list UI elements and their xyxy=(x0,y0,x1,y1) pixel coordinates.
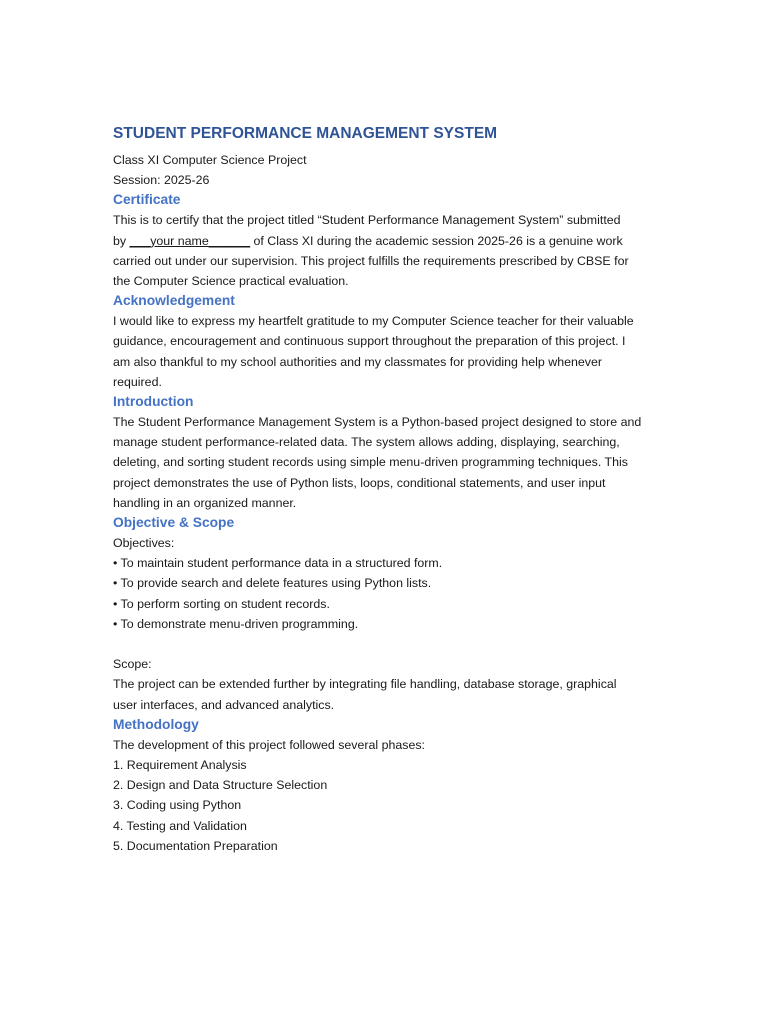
certificate-line-2-suffix: of Class XI during the academic session 2025-26 is a genuine work xyxy=(250,233,623,248)
certificate-line-2-prefix: by xyxy=(113,233,130,248)
introduction-line: project demonstrates the use of Python lists, loops, conditional statements, and user input xyxy=(113,475,606,490)
class-subtitle: Class XI Computer Science Project xyxy=(113,153,307,167)
name-blank: ___your name______ xyxy=(129,233,251,248)
objective-item: • To provide search and delete features using Python lists. xyxy=(113,576,432,591)
introduction-line: handling in an organized manner. xyxy=(113,495,297,510)
document-title: STUDENT PERFORMANCE MANAGEMENT SYSTEM xyxy=(113,125,498,142)
scope-label: Scope: xyxy=(113,657,152,672)
introduction-line: The Student Performance Management System is a Python-based project designed to store and xyxy=(113,415,642,430)
acknowledgement-heading: Acknowledgement xyxy=(113,293,235,309)
introduction-line: manage student performance-related data. The system allows adding, displaying, searching, xyxy=(113,435,620,450)
objective-item: • To perform sorting on student records. xyxy=(113,596,330,611)
introduction-line: deleting, and sorting student records using simple menu-driven programming techniques. This xyxy=(113,455,628,470)
methodology-heading: Methodology xyxy=(113,716,199,732)
methodology-step: 4. Testing and Validation xyxy=(113,818,247,833)
methodology-step: 5. Documentation Preparation xyxy=(113,838,278,853)
certificate-line-1: This is to certify that the project titled “Student Performance Management System” submitted xyxy=(113,213,621,228)
certificate-line-4: the Computer Science practical evaluation. xyxy=(113,274,349,289)
acknowledgement-line: guidance, encouragement and continuous support throughout the preparation of this project. I xyxy=(113,334,626,349)
scope-line: user interfaces, and advanced analytics. xyxy=(113,697,335,712)
certificate-line-2 xyxy=(113,231,658,251)
objectives-label: Objectives: xyxy=(113,536,175,551)
methodology-intro: The development of this project followed several phases: xyxy=(113,737,426,752)
methodology-step: 3. Coding using Python xyxy=(113,798,242,813)
certificate-line-3: carried out under our supervision. This project fulfills the requirements prescribed by CBSE for xyxy=(113,253,629,268)
session-subtitle: Session: 2025-26 xyxy=(113,173,210,188)
acknowledgement-line: I would like to express my heartfelt gratitude to my Computer Science teacher for their valuable xyxy=(113,314,634,329)
scope-line: The project can be extended further by integrating file handling, database storage, graphical xyxy=(113,677,617,692)
objective-heading: Objective & Scope xyxy=(113,515,235,531)
methodology-step: 2. Design and Data Structure Selection xyxy=(113,778,328,793)
acknowledgement-line: required. xyxy=(113,374,162,389)
introduction-heading: Introduction xyxy=(113,394,194,410)
certificate-heading: Certificate xyxy=(113,192,181,208)
objective-item: • To demonstrate menu-driven programming. xyxy=(113,616,359,631)
objective-item: • To maintain student performance data in a structured form. xyxy=(113,556,443,571)
acknowledgement-line: am also thankful to my school authorities and my classmates for providing help whenever xyxy=(113,354,602,369)
paragraph-spacer xyxy=(113,634,658,654)
methodology-step: 1. Requirement Analysis xyxy=(113,758,247,773)
document-page xyxy=(113,124,658,856)
